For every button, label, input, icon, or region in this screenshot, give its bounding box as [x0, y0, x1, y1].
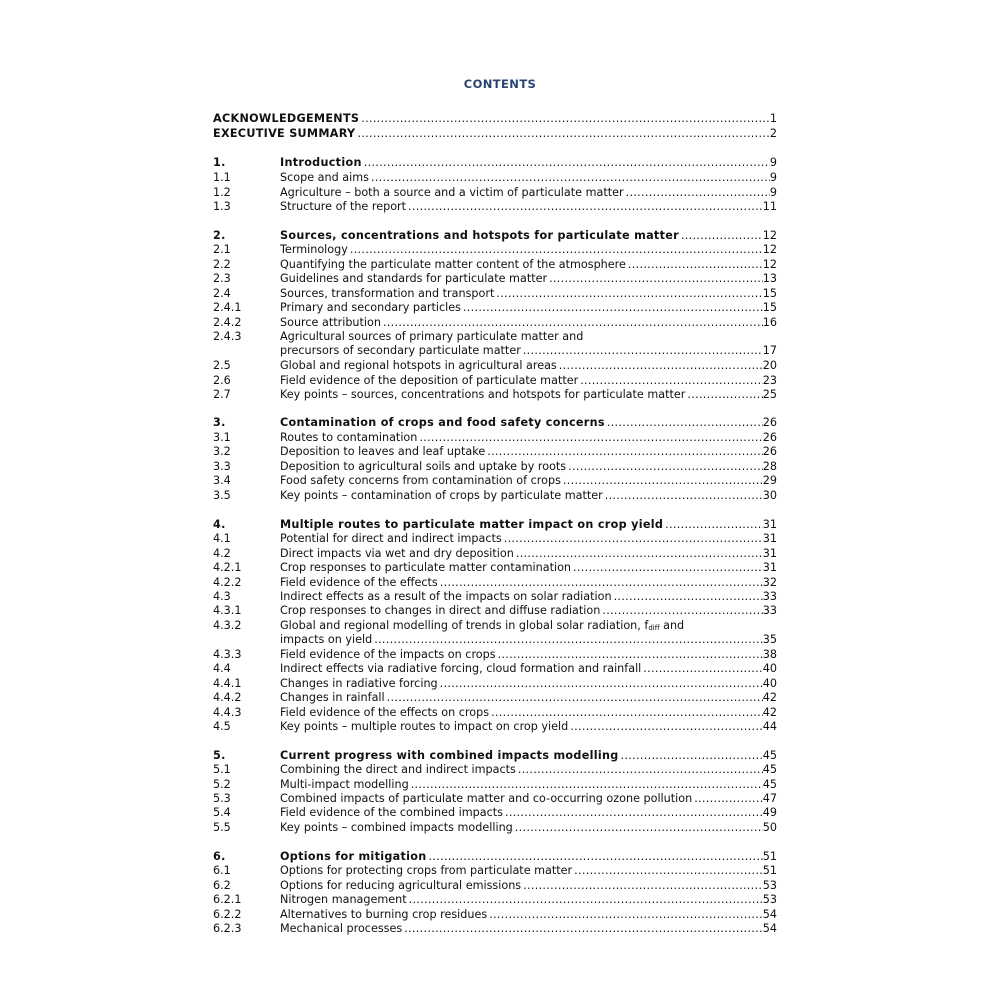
toc-entry-number: 3.2: [213, 445, 231, 458]
toc-page-number: 9: [769, 186, 777, 199]
toc-entry-number: 4.: [213, 518, 226, 531]
toc-entry[interactable]: [213, 460, 777, 475]
toc-entry-number: 5.5: [213, 821, 231, 834]
toc-entry-number: 3.: [213, 416, 226, 429]
toc-entry-title: Quantifying the particulate matter content of the atmosphere: [280, 258, 626, 271]
toc-entry[interactable]: [213, 171, 777, 186]
dot-leader: [614, 590, 763, 605]
dot-leader: [607, 416, 763, 431]
toc-entry-title: Contamination of crops and food safety concerns: [280, 416, 605, 429]
dot-leader: [440, 677, 763, 692]
toc-entry[interactable]: [213, 561, 777, 576]
dot-leader: [411, 778, 763, 793]
toc-entry[interactable]: [213, 359, 777, 374]
toc-page-number: 11: [762, 200, 777, 213]
toc-entry[interactable]: [213, 720, 777, 735]
toc-entry-number: 4.3.3: [213, 648, 242, 661]
dot-leader: [570, 720, 762, 735]
toc-entry-title: Field evidence of the effects on crops: [280, 706, 490, 719]
toc-entry-number: 4.2.1: [213, 561, 242, 574]
toc-entry[interactable]: [213, 763, 777, 778]
toc-page-number: 31: [762, 547, 777, 560]
toc-entry-number: 4.4.2: [213, 691, 242, 704]
toc-page-number: 2: [769, 127, 777, 140]
toc-entry[interactable]: [213, 532, 777, 547]
toc-page-number: 29: [762, 474, 777, 487]
toc-entry-number: 5.3: [213, 792, 231, 805]
toc-entry-number: 2.1: [213, 243, 231, 256]
dot-leader: [463, 301, 763, 316]
toc-entry-title: Introduction: [280, 156, 362, 169]
toc-entry[interactable]: [213, 879, 777, 894]
toc-entry-title: Crop responses to changes in direct and diffuse radiation: [280, 604, 601, 617]
toc-entry[interactable]: [213, 778, 777, 793]
dot-leader: [621, 749, 763, 764]
toc-entry-title: precursors of secondary particulate matter: [280, 344, 521, 357]
dot-leader: [505, 806, 763, 821]
toc-entry-title: Field evidence of the deposition of particulate matter: [280, 374, 579, 387]
toc-entry-title: Agriculture – both a source and a victim of particulate matter: [280, 186, 624, 199]
toc-entry-title: Key points – contamination of crops by particulate matter: [280, 489, 603, 502]
toc-page-number: 35: [762, 633, 777, 646]
toc-page-number: 13: [762, 272, 777, 285]
contents-title: CONTENTS: [463, 77, 537, 91]
toc-entry-number: 4.4.1: [213, 677, 242, 690]
toc-page-number: 45: [762, 749, 777, 762]
toc-page-number: 15: [762, 287, 777, 300]
toc-entry[interactable]: [213, 821, 777, 836]
toc-entry-title: Primary and secondary particles: [280, 301, 461, 314]
toc-entry-number: 3.5: [213, 489, 231, 502]
toc-entry-title: Global and regional hotspots in agricultural areas: [280, 359, 557, 372]
toc-page-number: 26: [762, 431, 777, 444]
dot-leader: [350, 243, 763, 258]
toc-entry[interactable]: [213, 301, 777, 316]
toc-entry[interactable]: [213, 127, 777, 142]
dot-leader: [605, 489, 763, 504]
toc-entry[interactable]: [213, 922, 777, 937]
toc-entry-number: 4.3: [213, 590, 231, 603]
toc-entry[interactable]: [213, 200, 777, 215]
toc-entry-number: 2.4.1: [213, 301, 242, 314]
toc-entry-title: Key points – sources, concentrations and hotspots for particulate matter: [280, 388, 686, 401]
toc-entry-number: 4.5: [213, 720, 231, 733]
dot-leader: [419, 431, 762, 446]
toc-entry-title: Key points – combined impacts modelling: [280, 821, 513, 834]
toc-page-number: 42: [762, 706, 777, 719]
toc-entry-title: Changes in rainfall: [280, 691, 385, 704]
toc-entry-title: Global and regional modelling of trends in global solar radiation, f: [280, 619, 649, 632]
dot-leader: [687, 388, 762, 403]
toc-entry-number: 6.2.1: [213, 893, 242, 906]
toc-page-number: 30: [762, 489, 777, 502]
dot-leader: [504, 532, 763, 547]
toc-page-number: 53: [762, 879, 777, 892]
toc-entry[interactable]: [213, 156, 777, 171]
toc-entry-title: Source attribution: [280, 316, 381, 329]
toc-entry-title: Routes to contamination: [280, 431, 418, 444]
dot-leader: [408, 200, 763, 215]
toc-entry[interactable]: [213, 590, 777, 605]
toc-entry[interactable]: [213, 792, 777, 807]
toc-entry-number: 6.1: [213, 864, 231, 877]
toc-entry-title-suffix: and: [659, 619, 685, 632]
dot-leader: [549, 272, 763, 287]
dot-leader: [404, 922, 763, 937]
toc-page-number: 23: [762, 374, 777, 387]
dot-leader: [523, 879, 763, 894]
toc-entry-number: 3.1: [213, 431, 231, 444]
toc-entry-title: Multiple routes to particulate matter impact on crop yield: [280, 518, 664, 531]
toc-entry[interactable]: [213, 706, 777, 721]
toc-entry-number: 1.1: [213, 171, 231, 184]
toc-page-number: 49: [762, 806, 777, 819]
toc-entry-title: Crop responses to particulate matter contamination: [280, 561, 572, 574]
toc-entry-title: Options for protecting crops from particulate matter: [280, 864, 573, 877]
dot-leader: [374, 633, 763, 648]
toc-page-number: 38: [762, 648, 777, 661]
toc-page-number: 45: [762, 778, 777, 791]
toc-entry-title: Agricultural sources of primary particulate matter and: [280, 330, 584, 343]
toc-entry-title: EXECUTIVE SUMMARY: [213, 127, 356, 140]
toc-entry-number: 2.4.3: [213, 330, 242, 343]
toc-entry-title: Deposition to leaves and leaf uptake: [280, 445, 486, 458]
toc-page-number: 12: [762, 229, 777, 242]
dot-leader: [602, 604, 762, 619]
toc-entry-title: Field evidence of the effects: [280, 576, 438, 589]
toc-entry[interactable]: [213, 431, 777, 446]
toc-page-number: 40: [762, 662, 777, 675]
toc-page-number: 9: [769, 156, 777, 169]
toc-entry[interactable]: [213, 806, 777, 821]
toc-entry-number: 4.4.3: [213, 706, 242, 719]
toc-entry-number: 1.3: [213, 200, 231, 213]
toc-entry-number: 4.3.1: [213, 604, 242, 617]
toc-page-number: 16: [762, 316, 777, 329]
dot-leader: [626, 186, 770, 201]
toc-page-number: 53: [762, 893, 777, 906]
toc-entry-title: impacts on yield: [280, 633, 373, 646]
toc-page-number: 32: [762, 576, 777, 589]
toc-entry[interactable]: [213, 112, 777, 127]
toc-entry-number: 1.: [213, 156, 226, 169]
toc-entry[interactable]: [213, 749, 777, 764]
toc-entry-number: 5.: [213, 749, 226, 762]
toc-entry-title: Field evidence of the combined impacts: [280, 806, 503, 819]
toc-page-number: 44: [762, 720, 777, 733]
dot-leader: [487, 445, 763, 460]
toc-page-number: 17: [762, 344, 777, 357]
dot-leader: [440, 576, 763, 591]
toc-page-number: 40: [762, 677, 777, 690]
dot-leader: [409, 893, 763, 908]
dot-leader: [357, 127, 769, 142]
toc-entry[interactable]: [213, 850, 777, 865]
toc-entry-number: 1.2: [213, 186, 231, 199]
dot-leader: [568, 460, 763, 475]
toc-entry-title: Indirect effects via radiative forcing, cloud formation and rainfall: [280, 662, 642, 675]
toc-entry[interactable]: [213, 344, 777, 359]
dot-leader: [364, 156, 770, 171]
toc-page-number: 20: [762, 359, 777, 372]
toc-entry-title: Scope and aims: [280, 171, 369, 184]
toc-page-number: 47: [762, 792, 777, 805]
toc-entry-number: 5.2: [213, 778, 231, 791]
toc-entry-title: Changes in radiative forcing: [280, 677, 438, 690]
dot-leader: [498, 648, 763, 663]
dot-leader: [489, 908, 763, 923]
toc-entry-title: Sources, concentrations and hotspots for particulate matter: [280, 229, 679, 242]
toc-page-number: 28: [762, 460, 777, 473]
toc-entry-title: Combining the direct and indirect impacts: [280, 763, 516, 776]
toc-entry[interactable]: [213, 893, 777, 908]
toc-entry-title: Options for mitigation: [280, 850, 427, 863]
toc-entry[interactable]: [213, 316, 777, 331]
toc-entry-number: 2.6: [213, 374, 231, 387]
dot-leader: [574, 864, 763, 879]
toc-entry-title: Current progress with combined impacts modelling: [280, 749, 619, 762]
toc-entry-number: 2.7: [213, 388, 231, 401]
toc-page-number: 33: [762, 590, 777, 603]
toc-entry-title: Potential for direct and indirect impacts: [280, 532, 502, 545]
toc-entry[interactable]: [213, 330, 777, 345]
dot-leader: [429, 850, 763, 865]
toc-entry[interactable]: [213, 518, 777, 533]
toc-entry-number: 5.4: [213, 806, 231, 819]
toc-page-number: 45: [762, 763, 777, 776]
toc-entry-title: Alternatives to burning crop residues: [280, 908, 488, 921]
toc-entry-number: 3.4: [213, 474, 231, 487]
toc-entry[interactable]: [213, 287, 777, 302]
toc-entry-title: Nitrogen management: [280, 893, 407, 906]
dot-leader: [491, 706, 763, 721]
dot-leader: [518, 763, 763, 778]
toc-entry[interactable]: [213, 272, 777, 287]
toc-entry-title: Combined impacts of particulate matter and co-occurring ozone pollution: [280, 792, 693, 805]
toc-entry-number: 6.2: [213, 879, 231, 892]
toc-entry-number: 6.: [213, 850, 226, 863]
dot-leader: [573, 561, 763, 576]
toc-entry[interactable]: [213, 633, 777, 648]
toc-entry-title: ACKNOWLEDGEMENTS: [213, 112, 360, 125]
dot-leader: [387, 691, 763, 706]
toc-entry-title: Sources, transformation and transport: [280, 287, 495, 300]
toc-entry-title: Options for reducing agricultural emissions: [280, 879, 522, 892]
dot-leader: [383, 316, 763, 331]
dot-leader: [523, 344, 763, 359]
toc-entry-number: 6.2.2: [213, 908, 242, 921]
toc-entry[interactable]: [213, 619, 777, 634]
dot-leader: [694, 792, 763, 807]
toc-entry[interactable]: [213, 547, 777, 562]
toc-entry-title: Multi-impact modelling: [280, 778, 409, 791]
dot-leader: [563, 474, 763, 489]
toc-page-number: 12: [762, 258, 777, 271]
toc-entry-number: 2.: [213, 229, 226, 242]
toc-entry-number: 4.4: [213, 662, 231, 675]
toc-entry[interactable]: [213, 662, 777, 677]
toc-entry[interactable]: [213, 243, 777, 258]
toc-entry-number: 2.3: [213, 272, 231, 285]
toc-page-number: 15: [762, 301, 777, 314]
toc-entry-number: 5.1: [213, 763, 231, 776]
toc-entry-number: 2.5: [213, 359, 231, 372]
dot-leader: [361, 112, 770, 127]
toc-entry[interactable]: [213, 229, 777, 244]
toc-page-number: 26: [762, 416, 777, 429]
toc-page-number: 33: [762, 604, 777, 617]
toc-page-number: 1: [769, 112, 777, 125]
toc-entry-title: Deposition to agricultural soils and uptake by roots: [280, 460, 567, 473]
dot-leader: [371, 171, 770, 186]
toc-entry-number: 4.1: [213, 532, 231, 545]
toc-entry-subscript: diff: [648, 624, 660, 632]
toc-entry[interactable]: [213, 604, 777, 619]
toc-page-number: 31: [762, 561, 777, 574]
toc-entry[interactable]: [213, 576, 777, 591]
toc-entry[interactable]: [213, 186, 777, 201]
toc-entry[interactable]: [213, 691, 777, 706]
toc-entry-number: 3.3: [213, 460, 231, 473]
toc-entry-title: Field evidence of the impacts on crops: [280, 648, 496, 661]
toc-entry-title: Key points – multiple routes to impact on crop yield: [280, 720, 569, 733]
toc-entry-title: Structure of the report: [280, 200, 407, 213]
dot-leader: [643, 662, 762, 677]
toc-entry[interactable]: [213, 445, 777, 460]
dot-leader: [515, 821, 763, 836]
dot-leader: [681, 229, 763, 244]
dot-leader: [580, 374, 763, 389]
toc-page-number: 54: [762, 922, 777, 935]
toc-page-number: 51: [762, 850, 777, 863]
dot-leader: [665, 518, 763, 533]
toc-entry[interactable]: [213, 374, 777, 389]
toc-entry[interactable]: [213, 489, 777, 504]
toc-page-number: 12: [762, 243, 777, 256]
toc-page-number: 31: [762, 532, 777, 545]
toc-entry[interactable]: [213, 416, 777, 431]
toc-entry-number: 2.2: [213, 258, 231, 271]
toc-page-number: 25: [762, 388, 777, 401]
dot-leader: [559, 359, 763, 374]
toc-entry-number: 2.4.2: [213, 316, 242, 329]
dot-leader: [516, 547, 763, 562]
toc-page-number: 54: [762, 908, 777, 921]
toc-page-number: 31: [762, 518, 777, 531]
toc-entry-title: Direct impacts via wet and dry deposition: [280, 547, 514, 560]
toc-entry[interactable]: [213, 388, 777, 403]
toc-entry[interactable]: [213, 258, 777, 273]
toc-entry-title: Guidelines and standards for particulate matter: [280, 272, 548, 285]
toc-page-number: 26: [762, 445, 777, 458]
toc-entry[interactable]: [213, 474, 777, 489]
toc-page-number: 9: [769, 171, 777, 184]
toc-page-number: 50: [762, 821, 777, 834]
toc-page-number: 42: [762, 691, 777, 704]
toc-entry-number: 4.2: [213, 547, 231, 560]
toc-entry-title: Mechanical processes: [280, 922, 403, 935]
toc-entry-title: Food safety concerns from contamination of crops: [280, 474, 561, 487]
toc-entry-number: 2.4: [213, 287, 231, 300]
toc-entry[interactable]: [213, 864, 777, 879]
dot-leader: [496, 287, 762, 302]
toc-entry[interactable]: [213, 908, 777, 923]
dot-leader: [628, 258, 763, 273]
toc-entry-title: Terminology: [280, 243, 348, 256]
toc-entry-number: 6.2.3: [213, 922, 242, 935]
toc-entry[interactable]: [213, 677, 777, 692]
toc-entry-number: 4.3.2: [213, 619, 242, 632]
toc-entry-title: Indirect effects as a result of the impacts on solar radiation: [280, 590, 612, 603]
toc-entry-number: 4.2.2: [213, 576, 242, 589]
toc-entry[interactable]: [213, 648, 777, 663]
toc-page-number: 51: [762, 864, 777, 877]
